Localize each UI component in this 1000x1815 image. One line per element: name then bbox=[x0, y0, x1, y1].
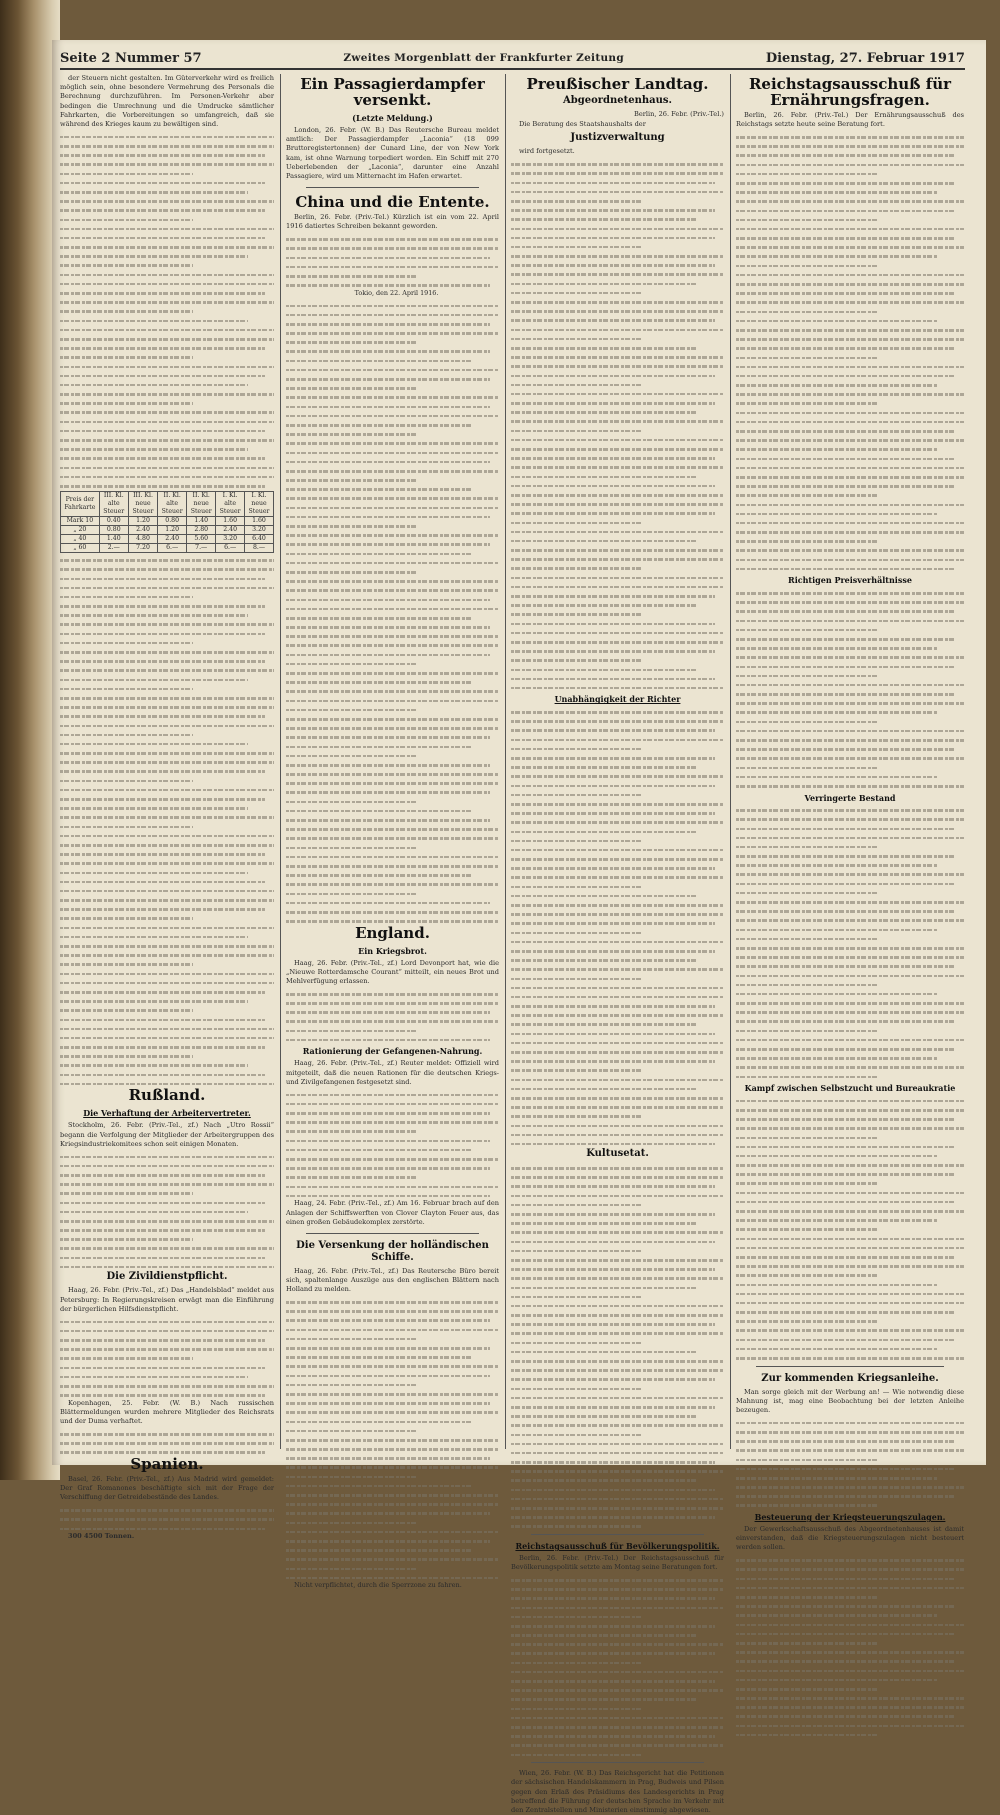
table-header: III. Kl. alte Steuer bbox=[99, 491, 128, 516]
table-cell: 1.40 bbox=[187, 516, 216, 525]
table-cell: 5.60 bbox=[187, 534, 216, 543]
table-cell: „ 40 bbox=[61, 534, 100, 543]
table-cell: 2.40 bbox=[216, 525, 245, 534]
article-subheading: Justizverwaltung bbox=[570, 132, 665, 144]
article-subheading: Verringerte Bestand bbox=[804, 792, 896, 803]
table-cell: 1.40 bbox=[99, 534, 128, 543]
divider bbox=[756, 1366, 944, 1367]
table-cell: 6.— bbox=[158, 543, 187, 552]
table-cell: 0.40 bbox=[99, 516, 128, 525]
article-text: Haag, 26. Febr. (Priv.-Tel., zf.) Das „Handelsblad“ meldet aus Petersburg: In Regierungskreisen erwägt man die Einführung der bürgerlichen Hilfsdienstpflicht. bbox=[60, 1286, 274, 1313]
table-row bbox=[61, 525, 274, 534]
article-heading: Die Verhaftung der Arbeitervertreter. bbox=[83, 1108, 251, 1119]
column-3 bbox=[511, 74, 724, 1814]
article-text-block bbox=[60, 559, 274, 1085]
column-rule bbox=[730, 74, 731, 1449]
table-cell: Mark 10 bbox=[61, 516, 100, 525]
article-text: Berlin, 26. Febr. (Priv.-Tel.) Der Ernährungsausschuß des Reichstags setzte heute seine Beratung fort. bbox=[736, 111, 964, 129]
table-header: II. Kl. alte Steuer bbox=[158, 491, 187, 516]
divider bbox=[306, 187, 479, 188]
article-text-block bbox=[736, 592, 964, 788]
table-row bbox=[61, 516, 274, 525]
article-text: Der Gewerkschaftsausschuß des Abgeordnetenhauses ist damit einverstanden, daß die Kriegsteuerungszulagen nicht besteuert werden sollen. bbox=[736, 1525, 964, 1552]
article-text: Nicht verpflichtet, durch die Sperrzone zu fahren. bbox=[294, 1581, 462, 1590]
article-text-block bbox=[736, 136, 964, 570]
table-cell: 1.20 bbox=[128, 516, 157, 525]
column-rule bbox=[280, 74, 281, 1449]
table-row bbox=[61, 534, 274, 543]
article-text-block bbox=[736, 809, 964, 1078]
table-header: II. Kl. neue Steuer bbox=[187, 491, 216, 516]
article-heading: Die Zivildienstpflicht. bbox=[106, 1271, 228, 1283]
section-heading: Spanien. bbox=[130, 1454, 204, 1473]
article-text: Wien, 26. Febr. (W. B.) Das Reichsgericht hat die Petitionen der sächsischen Handelskammern in Prag, Budweis und Pilsen gegen den Erlaß des Präsidiums des Landesgerichts in Prag betreffend die Führung der deutschen Sprache im Verkehr mit den Zentralstellen und Ministerien einstimmig abgewiesen. bbox=[511, 1769, 724, 1814]
table-cell: „ 20 bbox=[61, 525, 100, 534]
article-text-block bbox=[286, 238, 499, 287]
article-text: Berlin, 26. Febr. (Priv.-Tel.) Kürzlich ist ein vom 22. April 1916 datiertes Schreiben bekannt geworden. bbox=[286, 213, 499, 231]
issue-date: Dienstag, 27. Februar 1917 bbox=[765, 50, 965, 66]
dateline: Tokio, den 22. April 1916. bbox=[354, 288, 439, 297]
table-cell: 7.— bbox=[187, 543, 216, 552]
article-text-block bbox=[286, 993, 499, 1042]
table-cell: 3.20 bbox=[244, 525, 273, 534]
table-header: I. Kl. alte Steuer bbox=[216, 491, 245, 516]
table-cell: 8.— bbox=[244, 543, 273, 552]
table-header: Preis der Fahrkarte bbox=[61, 491, 100, 516]
article-text-block bbox=[60, 136, 274, 488]
article-headline: China und die Entente. bbox=[295, 193, 490, 212]
table-cell: 1.60 bbox=[216, 516, 245, 525]
article-headline: Die Versenkung der holländischen Schiffe. bbox=[296, 1239, 489, 1263]
article-subheading: Ein Kriegsbrot. bbox=[358, 945, 427, 956]
article-text: Haag, 26. Febr. (Priv.-Tel., zf.) Reuter meldet: Offiziell wird mitgeteilt, daß die neuen Rationen für die deutschen Kriegs- und Zivilgefangenen festgesetzt sind. bbox=[286, 1059, 499, 1086]
article-text-block bbox=[286, 1094, 499, 1198]
article-text: Man sorge gleich mit der Werbung an! — Wie notwendig diese Mahnung ist, mag eine Beobachtung bei der letzten Anleihe bezeugen. bbox=[736, 1387, 964, 1414]
column-1 bbox=[60, 74, 274, 1541]
article-text: wird fortgesetzt. bbox=[519, 147, 575, 156]
table-header: III. Kl. neue Steuer bbox=[128, 491, 157, 516]
article-subheading: Unabhängigkeit der Richter bbox=[554, 694, 681, 705]
table-cell: „ 60 bbox=[61, 543, 100, 552]
article-subheading: (Letzte Meldung.) bbox=[352, 113, 433, 123]
article-text: Stockholm, 26. Febr. (Priv.-Tel., zf.) Nach „Utro Rossii“ begann die Verfolgung der Mitglieder der Arbeitergruppen des Kriegsindustriekomitees schon seit einigen Monaten. bbox=[60, 1121, 274, 1148]
article-headline: Reichstagsausschuß für Ernährungsfragen. bbox=[748, 75, 952, 109]
article-text: Basel, 26. Febr. (Priv.-Tel., zf.) Aus Madrid wird gemeldet: Der Graf Romanones beschäftigte sich mit der Frage der Verschiffung der Getreidebestände des Landes. bbox=[60, 1474, 274, 1502]
table-cell: 6.40 bbox=[244, 534, 273, 543]
article-text-block bbox=[736, 1100, 964, 1360]
article-text-block bbox=[511, 1167, 724, 1528]
table-header: I. Kl. neue Steuer bbox=[244, 491, 273, 516]
article-text-block bbox=[286, 1301, 499, 1579]
divider bbox=[531, 1534, 704, 1535]
article-text: Berlin, 26. Febr. (Priv.-Tel.) Der Reichstagsausschuß für Bevölkerungspolitik setzte am Montag seine Beratungen fort. bbox=[511, 1553, 724, 1572]
table-cell: 1.60 bbox=[244, 516, 273, 525]
page-number: Seite 2 Nummer 57 bbox=[60, 50, 202, 66]
article-text: Kopenhagen, 25. Febr. (W. B.) Nach russischen Blättermeldungen wurden mehrere Mitglieder des Reichsrats und der Duma verhaftet. bbox=[60, 1398, 274, 1426]
table-cell: 2.80 bbox=[187, 525, 216, 534]
article-subheading: Besteuerung der Kriegsteuerungszulagen. bbox=[754, 1512, 946, 1523]
article-text: 300 4500 Tonnen. bbox=[68, 1532, 135, 1541]
article-text: Haag, 26. Febr. (Priv.-Tel., zf.) Lord Devonport hat, wie die „Nieuwe Rotterdamsche Courant“ mitteilt, ein neues Brot und Mehlverfügung erlassen. bbox=[286, 958, 499, 986]
article-subheading: Rationierung der Gefangenen-Nahrung. bbox=[302, 1046, 483, 1057]
article-text-block bbox=[286, 305, 499, 923]
article-subheading: Kultusetat. bbox=[586, 1148, 649, 1160]
article-subheading: Richtigen Preisverhältnisse bbox=[788, 575, 912, 586]
article-text-block bbox=[60, 1156, 274, 1269]
article-headline: Zur kommenden Kriegsanleihe. bbox=[761, 1372, 939, 1384]
article-text-block bbox=[736, 1422, 964, 1507]
page-header bbox=[60, 48, 965, 70]
article-text: London, 26. Febr. (W. B.) Das Reutersche Bureau meldet amtlich: Der Passagierdampfer „Laconia“ (18 099 Bruttoregistertonnen) der Cunard Line, der von New York kam, ist ohne Warnung torpediert worden. Ein Schiff mit 270 Ueberlebenden der „Laconia“, darunter eine Anzahl Passagiere, wird um Mitternacht im Hafen erwartet. bbox=[286, 126, 499, 181]
section-heading: England. bbox=[355, 923, 430, 942]
newspaper-title: Zweites Morgenblatt der Frankfurter Zeitung bbox=[343, 52, 624, 64]
section-heading: Rußland. bbox=[128, 1086, 206, 1105]
column-4 bbox=[736, 74, 964, 1552]
fare-tax-table bbox=[60, 491, 274, 553]
table-cell: 4.80 bbox=[128, 534, 157, 543]
column-rule bbox=[505, 74, 506, 1449]
table-cell: 2.— bbox=[99, 543, 128, 552]
dateline: Berlin, 26. Febr. (Priv.-Tel.) bbox=[634, 110, 724, 118]
article-text-block bbox=[511, 163, 724, 689]
article-text: Haag, 26. Febr. (Priv.-Tel., zf.) Das Reutersche Büro bereit sich, spaltenlange Auszüge aus den englischen Blättern nach Holland zu melden. bbox=[286, 1266, 499, 1294]
article-subheading: Kampf zwischen Selbstzucht und Bureaukratie bbox=[744, 1083, 956, 1094]
table-cell: 2.40 bbox=[158, 534, 187, 543]
article-text-block bbox=[60, 1321, 274, 1397]
table-cell: 2.40 bbox=[128, 525, 157, 534]
table-cell: 3.20 bbox=[216, 534, 245, 543]
article-text: Die Beratung des Staatshaushalts der bbox=[519, 120, 646, 129]
column-2 bbox=[286, 74, 499, 1590]
table-cell: 0.80 bbox=[99, 525, 128, 534]
table-row bbox=[61, 543, 274, 552]
article-text-block bbox=[511, 1579, 724, 1756]
table-cell: 0.80 bbox=[158, 516, 187, 525]
article-text: der Steuern nicht gestalten. Im Güterverkehr wird es freilich möglich sein, ohne besondere Vermehrung des Personals die Berechnung durchzuführen. Im Personen-Verkehr aber bedingen die Umrechnung und die Umdrucke sämtlicher Fahrkarten, die Vorbereitungen so umfangreich, daß sie während des Krieges kaum zu bewältigen sind. bbox=[60, 74, 274, 129]
article-text-block bbox=[511, 711, 724, 1145]
article-text-block bbox=[60, 1433, 274, 1454]
article-text-block bbox=[736, 1559, 964, 1736]
article-headline: Ein Passagierdampfer versenkt. bbox=[300, 75, 485, 109]
table-cell: 6.— bbox=[216, 543, 245, 552]
table-cell: 1.20 bbox=[158, 525, 187, 534]
divider bbox=[531, 1762, 704, 1763]
article-text-block bbox=[60, 1509, 274, 1530]
article-headline: Reichstagsausschuß für Bevölkerungspolitik. bbox=[515, 1540, 720, 1551]
article-subheading: Abgeordnetenhaus. bbox=[562, 95, 673, 106]
table-cell: 7.20 bbox=[128, 543, 157, 552]
article-headline: Preußischer Landtag. bbox=[526, 75, 709, 93]
article-text: Haag, 24. Febr. (Priv.-Tel., zf.) Am 16. Februar brach auf den Anlagen der Schiffswerften von Clover Clayton Feuer aus, das einen großen Gebäudekomplex zerstörte. bbox=[286, 1199, 499, 1226]
book-binding bbox=[0, 0, 60, 1480]
divider bbox=[306, 1233, 479, 1234]
